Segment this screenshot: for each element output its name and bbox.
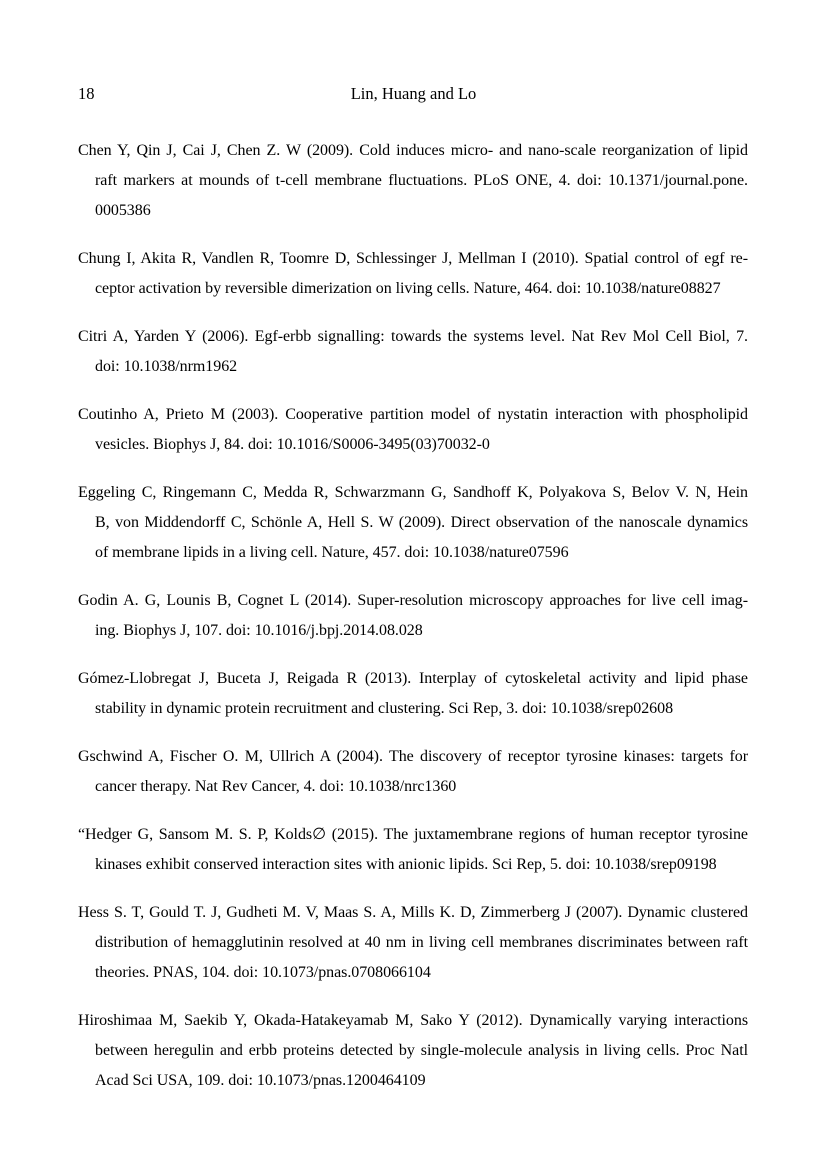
reference-line: doi: 10.1038/nrm1962 [95, 358, 238, 375]
reference-line: Chen Y, Qin J, Cai J, Chen Z. W (2009). Cold induces micro- and nano-scale reorganization of lipid [78, 142, 748, 159]
reference-line: Gschwind A, Fischer O. M, Ullrich A (2004). The discovery of receptor tyrosine kinases: targets for [78, 748, 748, 765]
reference-entry [78, 136, 748, 226]
references-list [78, 136, 748, 1096]
reference-line: cancer therapy. Nat Rev Cancer, 4. doi: 10.1038/nrc1360 [95, 778, 457, 795]
reference-line: Hiroshimaa M, Saekib Y, Okada-Hatakeyamab M, Sako Y (2012). Dynamically varying interactions [78, 1012, 748, 1029]
reference-line: Gómez-Llobregat J, Buceta J, Reigada R (2013). Interplay of cytoskeletal activity and lipid phase [78, 670, 748, 687]
reference-line: Citri A, Yarden Y (2006). Egf-erbb signalling: towards the systems level. Nat Rev Mol Cell Biol, 7. [78, 328, 748, 345]
reference-line: vesicles. Biophys J, 84. doi: 10.1016/S0006-3495(03)70032-0 [95, 436, 490, 453]
reference-line: Godin A. G, Lounis B, Cognet L (2014). Super-resolution microscopy approaches for live cell imag- [78, 592, 748, 609]
reference-entry [78, 478, 748, 568]
reference-line: Acad Sci USA, 109. doi: 10.1073/pnas.1200464109 [95, 1072, 426, 1089]
running-title: Lin, Huang and Lo [350, 84, 477, 103]
reference-entry [78, 898, 748, 988]
reference-entry [78, 820, 748, 880]
reference-entry [78, 400, 748, 460]
reference-entry [78, 244, 748, 304]
reference-entry [78, 1006, 748, 1096]
reference-line: Coutinho A, Prieto M (2003). Cooperative partition model of nystatin interaction with phospholipid [78, 406, 748, 423]
reference-line: Chung I, Akita R, Vandlen R, Toomre D, Schlessinger J, Mellman I (2010). Spatial control of egf re- [78, 250, 748, 267]
reference-line: of membrane lipids in a living cell. Nature, 457. doi: 10.1038/nature07596 [95, 544, 569, 561]
reference-line: Hess S. T, Gould T. J, Gudheti M. V, Maas S. A, Mills K. D, Zimmerberg J (2007). Dynamic clustered [78, 904, 748, 921]
reference-entry [78, 322, 748, 382]
reference-line: Eggeling C, Ringemann C, Medda R, Schwarzmann G, Sandhoff K, Polyakova S, Belov V. N, Hein [78, 484, 748, 501]
reference-entry [78, 664, 748, 724]
reference-line: between heregulin and erbb proteins detected by single-molecule analysis in living cells. Proc Natl [95, 1042, 748, 1059]
reference-line: stability in dynamic protein recruitment and clustering. Sci Rep, 3. doi: 10.1038/srep02608 [95, 700, 674, 717]
page-header [0, 84, 827, 104]
reference-line: “Hedger G, Sansom M. S. P, Kolds∅ (2015). The juxtamembrane regions of human receptor tyrosine [78, 826, 748, 843]
page-number: 18 [78, 84, 95, 103]
reference-line: kinases exhibit conserved interaction sites with anionic lipids. Sci Rep, 5. doi: 10.1038/srep09198 [95, 856, 717, 873]
reference-line: ceptor activation by reversible dimerization on living cells. Nature, 464. doi: 10.1038/nature08827 [95, 280, 721, 297]
reference-line: raft markers at mounds of t-cell membrane fluctuations. PLoS ONE, 4. doi: 10.1371/journal.pone. [95, 172, 748, 189]
reference-entry [78, 742, 748, 802]
reference-line: theories. PNAS, 104. doi: 10.1073/pnas.0708066104 [95, 964, 431, 981]
reference-line: 0005386 [95, 202, 151, 219]
reference-line: B, von Middendorff C, Schönle A, Hell S. W (2009). Direct observation of the nanoscale dynamics [95, 514, 748, 531]
reference-line: ing. Biophys J, 107. doi: 10.1016/j.bpj.2014.08.028 [95, 622, 423, 639]
reference-entry [78, 586, 748, 646]
reference-line: distribution of hemagglutinin resolved at 40 nm in living cell membranes discriminates between raft [95, 934, 748, 951]
